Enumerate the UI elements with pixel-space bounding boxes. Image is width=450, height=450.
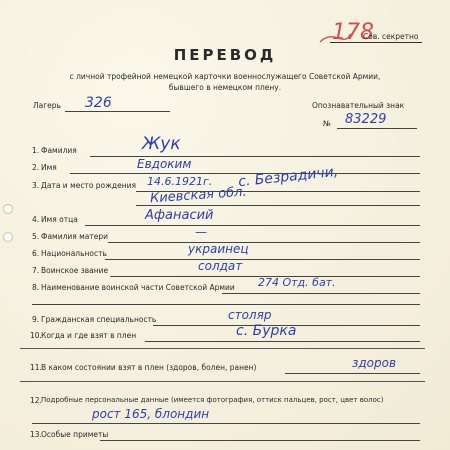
field-value-condition: здоров bbox=[352, 356, 397, 370]
field-label-condition: В каком состоянии взят в плен (здоров, болен, ранен) bbox=[41, 363, 257, 372]
field-underline bbox=[105, 259, 420, 260]
field-value-birth-village: с. Безрадичи, bbox=[237, 163, 339, 191]
field-value-birth-date: 14.6.1921г. bbox=[147, 175, 213, 188]
field-underline bbox=[136, 205, 420, 206]
field-label-personal-data: Подробные персональные данные (имеется фотография, оттиск пальцев, рост, цвет волос) bbox=[41, 396, 384, 404]
page-title: ПЕРЕВОД bbox=[173, 46, 277, 64]
id-mark-label: Опознавательный знак bbox=[312, 101, 405, 110]
field-value-rank: солдат bbox=[198, 259, 243, 273]
field-underline bbox=[145, 341, 420, 342]
field-number: 3. bbox=[32, 181, 40, 190]
field-label-captured: Когда и где взят в плен bbox=[41, 331, 137, 340]
camp-label: Лагерь bbox=[33, 101, 61, 110]
camp-underline bbox=[65, 111, 170, 112]
subtitle-line-1: с личной трофейной немецкой карточки военнослужащего Советской Армии, bbox=[69, 72, 381, 81]
section-divider bbox=[20, 381, 425, 382]
field-value-unit: 274 Отд. бат. bbox=[258, 276, 336, 289]
field-label-surname: Фамилия bbox=[41, 146, 77, 155]
field-number: 4. bbox=[32, 215, 40, 224]
field-value-father: Афанасий bbox=[145, 208, 214, 223]
field-value-mother: — bbox=[195, 225, 207, 239]
field-value-nationality: украинец bbox=[188, 242, 249, 256]
field-label-rank: Воинское звание bbox=[41, 266, 109, 275]
field-number: 10. bbox=[30, 331, 42, 340]
document-number: 178 bbox=[332, 20, 374, 45]
punch-hole bbox=[3, 232, 13, 242]
field-value-birth-region: Киевская обл. bbox=[149, 184, 248, 207]
punch-hole bbox=[3, 204, 13, 214]
field-number: 9. bbox=[32, 315, 40, 324]
field-label-profession: Гражданская специальность bbox=[41, 315, 157, 324]
field-underline bbox=[222, 293, 420, 294]
field-value-name: Евдоким bbox=[137, 157, 192, 171]
field-underline bbox=[32, 423, 420, 424]
field-value-personal-data: рост 165, блондин bbox=[92, 407, 210, 421]
field-underline bbox=[100, 440, 420, 441]
field-number: 2. bbox=[32, 163, 40, 172]
field-value-surname: Жук bbox=[142, 134, 181, 154]
subtitle-line-2: бывшего в немецком плену. bbox=[168, 83, 282, 92]
field-number: 5. bbox=[32, 232, 40, 241]
field-label-unit: Наименование воинской части Советской Армии bbox=[41, 283, 235, 292]
field-number: 1. bbox=[32, 146, 40, 155]
field-underline bbox=[32, 304, 420, 305]
camp-value: 326 bbox=[85, 95, 112, 111]
field-number: 12. bbox=[30, 396, 42, 405]
field-number: 11. bbox=[30, 363, 42, 372]
field-number: 13. bbox=[30, 430, 42, 439]
section-divider bbox=[20, 348, 425, 349]
header-rule bbox=[330, 42, 422, 43]
field-underline bbox=[108, 242, 420, 243]
id-mark-no: № bbox=[323, 119, 331, 128]
field-number: 6. bbox=[32, 249, 40, 258]
field-number: 8. bbox=[32, 283, 40, 292]
field-underline bbox=[285, 373, 420, 374]
field-label-father: Имя отца bbox=[41, 215, 78, 224]
field-value-captured: с. Бурка bbox=[236, 323, 297, 339]
field-value-profession: столяр bbox=[228, 308, 272, 322]
field-label-name: Имя bbox=[41, 163, 57, 172]
field-label-birth: Дата и место рождения bbox=[41, 181, 136, 190]
field-label-nationality: Национальность bbox=[41, 249, 107, 258]
id-mark-underline bbox=[337, 128, 417, 129]
secret-label: Сов. секретно bbox=[363, 32, 419, 41]
red-pencil-mark bbox=[318, 28, 352, 48]
field-number: 7. bbox=[32, 266, 40, 275]
id-mark-value: 83229 bbox=[345, 112, 387, 127]
field-underline bbox=[85, 225, 420, 226]
field-label-mother: Фамилия матери bbox=[41, 232, 109, 241]
field-label-features: Особые приметы bbox=[41, 430, 109, 439]
